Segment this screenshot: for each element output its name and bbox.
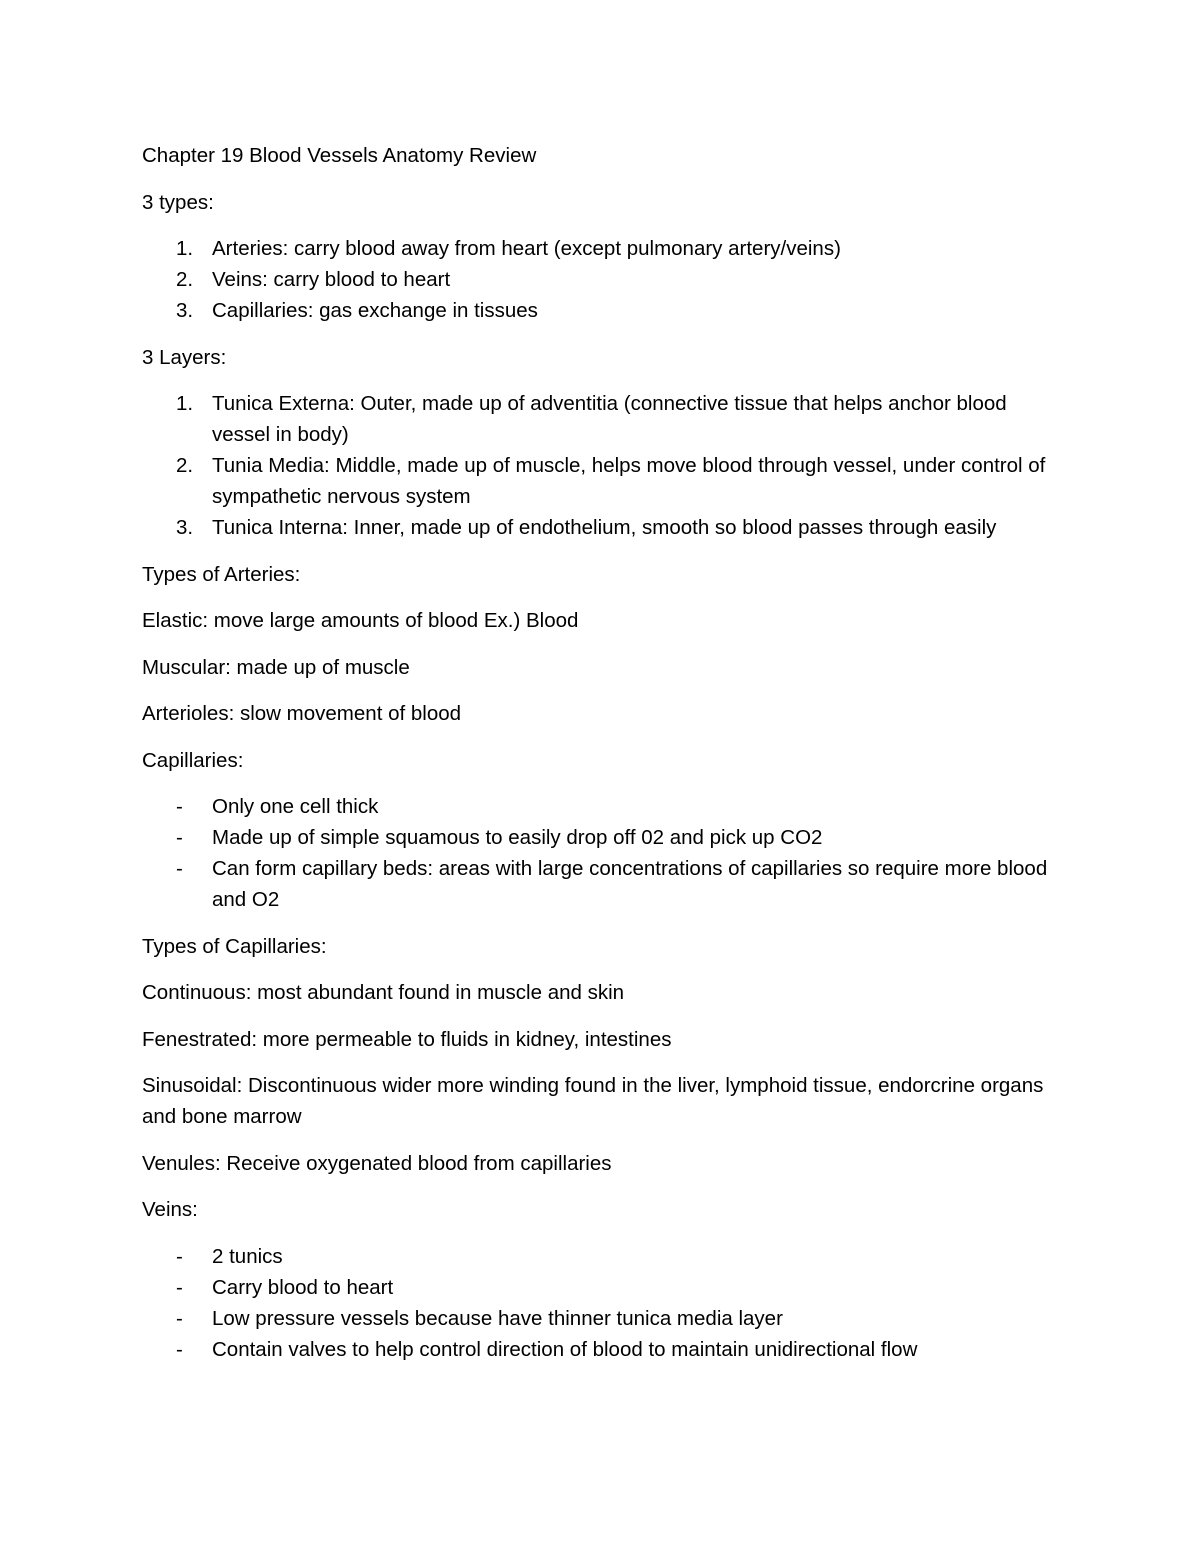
veins-heading: Veins: xyxy=(142,1198,198,1221)
dash-bullet: - xyxy=(176,1337,183,1361)
capillary-types-heading: Types of Capillaries: xyxy=(142,934,327,958)
list-number: 1. xyxy=(176,237,194,260)
dash-bullet: - xyxy=(176,1306,183,1330)
list-item-text: Tunia Media: Middle, made up of muscle, helps move blood through vessel, under control of sympathetic nervous system xyxy=(212,454,1046,508)
list-item-text: Carry blood to heart xyxy=(212,1275,394,1299)
list-item xyxy=(142,791,1062,822)
list-item-text: Low pressure vessels because have thinner tunica media layer xyxy=(212,1306,783,1330)
list-item-text: Can form capillary beds: areas with large concentrations of capillaries so require more blood and O2 xyxy=(212,857,1048,911)
layers-heading: 3 Layers: xyxy=(142,345,227,369)
list-item xyxy=(142,1303,1062,1334)
list-item-text: Capillaries: gas exchange in tissues xyxy=(212,299,538,322)
muscular-arteries: Muscular: made up of muscle xyxy=(142,655,410,679)
list-item xyxy=(142,450,1062,512)
dash-bullet: - xyxy=(176,1244,183,1268)
types-list xyxy=(142,233,1062,326)
list-item xyxy=(142,295,1062,326)
list-number: 2. xyxy=(176,454,194,477)
continuous-capillaries: Continuous: most abundant found in muscle and skin xyxy=(142,981,625,1004)
list-item-text: Contain valves to help control direction of blood to maintain unidirectional flow xyxy=(212,1337,918,1361)
capillaries-heading: Capillaries: xyxy=(142,748,244,772)
list-item xyxy=(142,388,1062,450)
list-item xyxy=(142,1272,1062,1303)
document-title: Chapter 19 Blood Vessels Anatomy Review xyxy=(142,144,537,167)
document-body xyxy=(142,140,1062,1380)
sinusoidal-capillaries: Sinusoidal: Discontinuous wider more winding found in the liver, lymphoid tissue, endorcrine organs and bone marrow xyxy=(142,1074,1044,1128)
venules: Venules: Receive oxygenated blood from capillaries xyxy=(142,1151,612,1175)
elastic-arteries: Elastic: move large amounts of blood Ex.) Blood xyxy=(142,609,579,632)
layers-list xyxy=(142,388,1062,543)
list-number: 3. xyxy=(176,299,194,322)
arteries-heading: Types of Arteries: xyxy=(142,562,301,586)
dash-bullet: - xyxy=(176,826,183,849)
dash-bullet: - xyxy=(176,1275,183,1299)
dash-bullet: - xyxy=(176,795,183,818)
list-item xyxy=(142,853,1062,915)
list-item-text: Tunica Externa: Outer, made up of adventitia (connective tissue that helps anchor blood vessel in body) xyxy=(212,392,1007,446)
list-number: 1. xyxy=(176,392,194,415)
arterioles: Arterioles: slow movement of blood xyxy=(142,702,462,725)
list-item-text: 2 tunics xyxy=(212,1244,283,1268)
types-heading: 3 types: xyxy=(142,190,214,214)
capillaries-list xyxy=(142,791,1062,915)
list-item xyxy=(142,512,1062,543)
list-item-text: Veins: carry blood to heart xyxy=(212,268,451,291)
list-item-text: Only one cell thick xyxy=(212,795,379,818)
list-item xyxy=(142,1334,1062,1365)
list-item-text: Made up of simple squamous to easily drop off 02 and pick up CO2 xyxy=(212,826,823,849)
list-item xyxy=(142,264,1062,295)
list-item xyxy=(142,1241,1062,1272)
list-item xyxy=(142,233,1062,264)
dash-bullet: - xyxy=(176,857,183,880)
list-number: 3. xyxy=(176,516,194,539)
list-item-text: Tunica Interna: Inner, made up of endothelium, smooth so blood passes through easily xyxy=(212,516,997,539)
fenestrated-capillaries: Fenestrated: more permeable to fluids in kidney, intestines xyxy=(142,1027,672,1051)
list-item-text: Arteries: carry blood away from heart (except pulmonary artery/veins) xyxy=(212,237,841,260)
list-item xyxy=(142,822,1062,853)
list-number: 2. xyxy=(176,268,194,291)
veins-list xyxy=(142,1241,1062,1365)
